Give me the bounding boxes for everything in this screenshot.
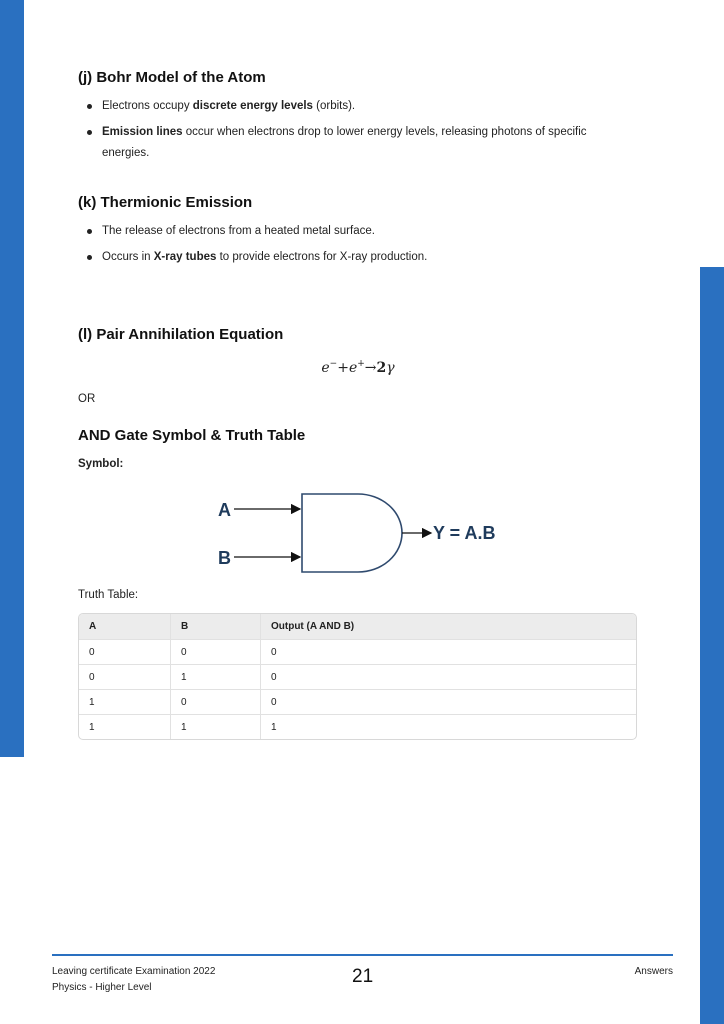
- table-row: [79, 715, 636, 740]
- list-item: Occurs in X-ray tubes to provide electrons for X-ray production.: [78, 247, 618, 268]
- pair-annihilation-equation: [78, 359, 638, 376]
- table-row: [79, 690, 636, 715]
- and-gate-body: [302, 494, 402, 572]
- equation-electron-charge: −: [329, 359, 338, 369]
- truth-table-label: Truth Table:: [78, 589, 139, 601]
- header-b: B: [171, 614, 261, 640]
- equation-arrow: →: [364, 359, 377, 376]
- cell-output: 0: [261, 640, 637, 665]
- table-row: [79, 640, 636, 665]
- page-number: 21: [352, 966, 374, 987]
- section-l-heading: (l) Pair Annihilation Equation: [78, 326, 284, 343]
- list-item: The release of electrons from a heated metal surface.: [78, 221, 618, 242]
- cell-b: 1: [171, 665, 261, 690]
- cell-a: 1: [89, 721, 95, 733]
- section-k-list: [78, 221, 618, 273]
- left-accent-bar: [0, 0, 24, 757]
- equation-coefficient: 2: [376, 359, 387, 376]
- equation-positron-charge: +: [357, 359, 365, 369]
- input-b-label: B: [218, 548, 231, 568]
- equation-plus: +: [337, 359, 349, 376]
- cell-a: 0: [79, 665, 171, 690]
- cell-a: 1: [79, 690, 171, 715]
- gate-heading: AND Gate Symbol & Truth Table: [78, 427, 306, 444]
- footer-subject: Physics - Higher Level: [52, 982, 152, 993]
- truth-table: [78, 613, 637, 740]
- section-j-heading: (j) Bohr Model of the Atom: [78, 69, 266, 86]
- footer-exam-title: Leaving certificate Examination 2022: [52, 966, 216, 977]
- footer-divider: [52, 954, 673, 956]
- cell-a: 0: [79, 640, 171, 665]
- cell-b: 0: [171, 640, 261, 665]
- output-label: Y = A.B: [433, 523, 496, 543]
- footer-section: Answers: [634, 966, 673, 977]
- or-text: OR: [78, 393, 96, 405]
- section-j-list: [78, 96, 618, 169]
- cell-output: 1: [261, 715, 637, 740]
- cell-b: 1: [171, 715, 261, 740]
- equation-gamma: γ: [386, 359, 395, 376]
- list-item: Emission lines occur when electrons drop to lower energy levels, releasing photons of specific energies.: [78, 122, 618, 164]
- symbol-label: Symbol:: [78, 458, 124, 470]
- cell-output: 0: [261, 665, 637, 690]
- section-k-heading: (k) Thermionic Emission: [78, 194, 253, 211]
- equation-positron: e: [348, 359, 358, 376]
- and-gate-diagram: [218, 488, 518, 578]
- input-a-label: A: [218, 500, 231, 520]
- right-accent-bar: [700, 267, 724, 1024]
- table-row: [79, 665, 636, 690]
- header-a: A: [79, 614, 171, 640]
- cell-b: 0: [171, 690, 261, 715]
- header-output: Output (A AND B): [261, 614, 637, 640]
- list-item: Electrons occupy discrete energy levels (orbits).: [78, 96, 618, 117]
- cell-output: 0: [261, 690, 637, 715]
- table-header-row: [79, 614, 636, 640]
- equation-electron: e: [321, 359, 330, 376]
